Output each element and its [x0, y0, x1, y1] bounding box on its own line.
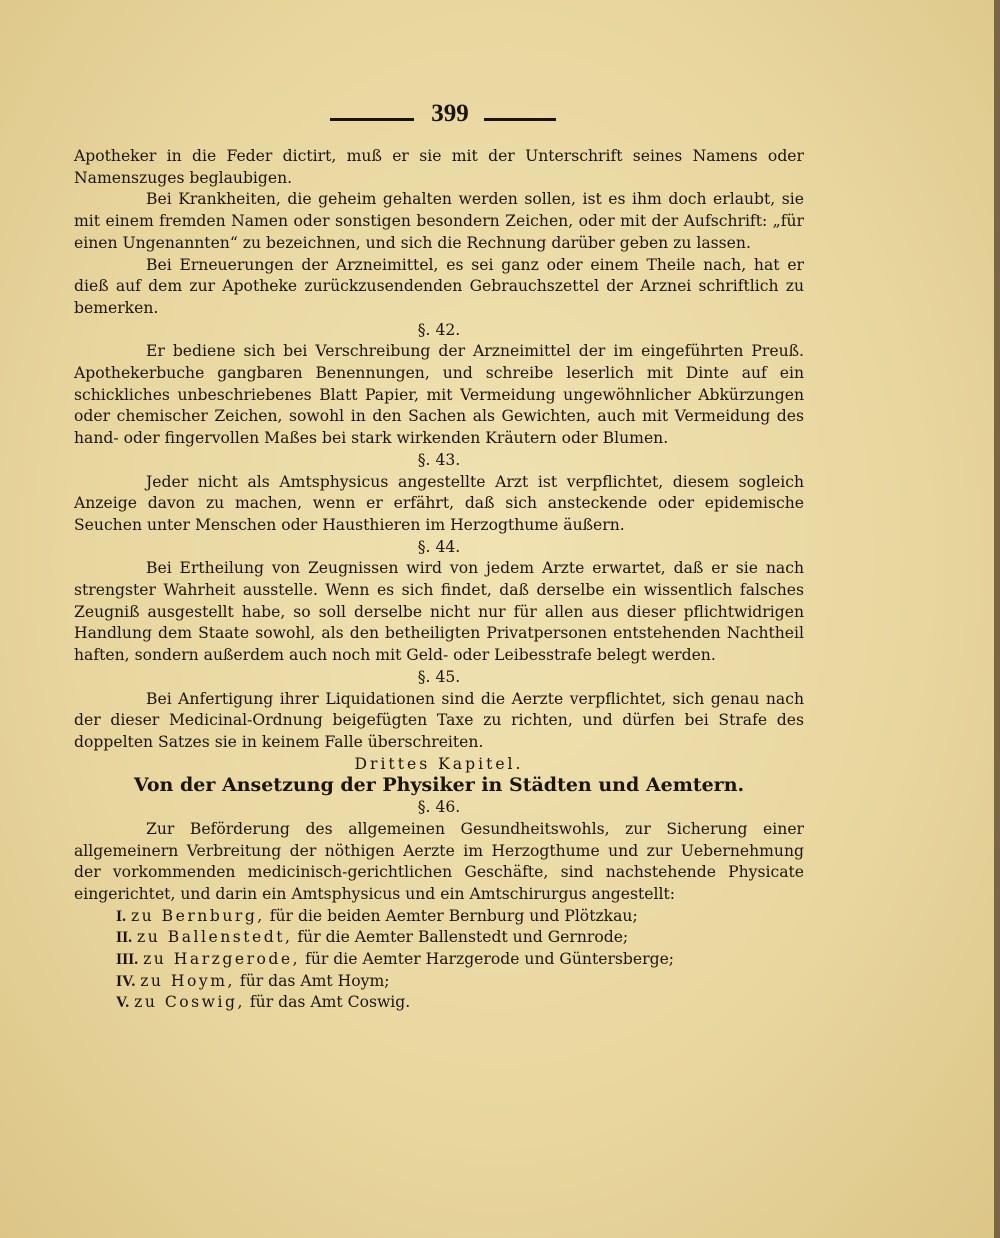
list-place: zu Hoym,: [140, 971, 235, 990]
list-place: zu Coswig,: [134, 993, 245, 1012]
list-text: für die Aemter Harzgerode und Güntersberge;: [305, 950, 675, 969]
section-heading-46: §. 46.: [417, 798, 461, 817]
list-text: für die beiden Aemter Bernburg und Plötzkau;: [269, 906, 638, 925]
list-place: zu Ballenstedt,: [137, 928, 293, 947]
page-header: [0, 100, 1000, 134]
list-place: zu Harzgerode,: [143, 950, 301, 969]
list-number: III.: [116, 951, 139, 969]
chapter-label: Drittes Kapitel.: [354, 754, 524, 773]
section-text-43: Jeder nicht als Amtsphysicus angestellte Arzt ist verpflichtet, diesem sogleich Anzeige davon zu machen, wenn er erfährt, daß sich ansteckende oder epidemische Seuchen unter Menschen oder Hausthieren im Herzogthume äußern.: [74, 472, 804, 534]
list-item: [116, 971, 804, 993]
paragraph: Bei Erneuerungen der Arzneimittel, es sei ganz oder einem Theile nach, hat er dieß auf dem zur Apotheke zurückzusendenden Gebrauchszettel der Arznei schriftlich zu bemerken.: [74, 255, 804, 317]
chapter-title: Von der Ansetzung der Physiker in Städten und Aemtern.: [133, 774, 745, 797]
section-text-46: Zur Beförderung des allgemeinen Gesundheitswohls, zur Sicherung einer allgemeinern Verbreitung der nöthigen Aerzte im Herzogthume und zur Uebernehmung der vorkommenden medicinisch-gerichtlichen Geschäfte, sind nachstehende Physicate eingerichtet, und darin ein Amtsphysicus und ein Amtschirurgus angestellt:: [74, 819, 804, 903]
page-body: [74, 146, 804, 1014]
page-edge: [994, 0, 1000, 1238]
physicate-list: [74, 906, 804, 1015]
list-item: [116, 927, 804, 949]
list-item: [116, 992, 804, 1014]
list-item: [116, 949, 804, 971]
paragraph-continuation: Apotheker in die Feder dictirt, muß er sie mit der Unterschrift seines Namens oder Namenszuges beglaubigen.: [74, 147, 804, 187]
list-number: II.: [116, 929, 133, 947]
list-number: V.: [116, 994, 130, 1012]
section-text-44: Bei Ertheilung von Zeugnissen wird von jedem Arzte erwartet, daß er sie nach strengster Wahrheit ausstelle. Wenn es sich findet, daß derselbe ein wissentlich falsches Zeugniß ausgestellt habe, so soll derselbe nicht nur für allen aus dieser pflichtwidrigen Handlung dem Staate sowohl, als den betheiligten Privatpersonen entstehenden Nachtheil haften, sondern außerdem auch noch mit Geld- oder Leibesstrafe belegt werden.: [74, 559, 804, 665]
list-item: [116, 906, 804, 928]
section-heading-45: §. 45.: [417, 667, 461, 686]
header-rule-left: [330, 118, 414, 121]
list-text: für die Aemter Ballenstedt und Gernrode;: [297, 928, 629, 947]
section-text-42: Er bediene sich bei Verschreibung der Arzneimittel der im eingeführten Preuß. Apothekerbuche gangbaren Benennungen, und schreibe leserlich mit Dinte auf ein schickliches unbeschriebenes Blatt Papier, mit Vermeidung ungewöhnlicher Abkürzungen oder chemischer Zeichen, sowohl in den Sachen als Gewichten, auch mit Vermeidung des hand- oder fingervollen Maßes bei stark wirkenden Kräutern oder Blumen.: [74, 342, 804, 448]
section-heading-44: §. 44.: [417, 537, 461, 556]
header-rule-right: [484, 118, 556, 121]
list-number: IV.: [116, 972, 136, 990]
list-text: für das Amt Coswig.: [249, 993, 411, 1012]
page-number: 399: [431, 100, 469, 127]
section-text-45: Bei Anfertigung ihrer Liquidationen sind die Aerzte verpflichtet, sich genau nach der dieser Medicinal-Ordnung beigefügten Taxe zu richten, und dürfen bei Strafe des doppelten Satzes sie in keinem Falle überschreiten.: [74, 689, 804, 751]
list-number: I.: [116, 907, 126, 925]
section-heading-42: §. 42.: [417, 320, 461, 339]
paragraph: Bei Krankheiten, die geheim gehalten werden sollen, ist es ihm doch erlaubt, sie mit einem fremden Namen oder sonstigen besondern Zeichen, oder mit der Aufschrift: „für einen Ungenannten“ zu bezeichnen, und sich die Rechnung darüber geben zu lassen.: [74, 190, 804, 252]
section-heading-43: §. 43.: [417, 450, 461, 469]
list-place: zu Bernburg,: [130, 906, 265, 925]
list-text: für das Amt Hoym;: [239, 971, 390, 990]
